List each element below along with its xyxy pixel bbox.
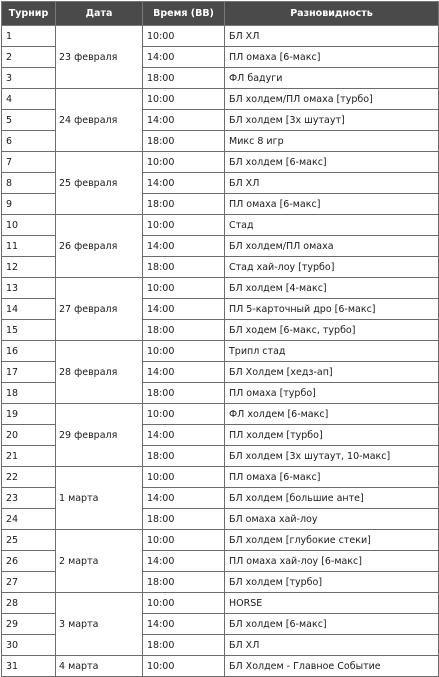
tournament-number-cell: 18: [2, 383, 56, 404]
table-row: [2, 89, 439, 110]
time-cell: 14:00: [143, 551, 225, 572]
time-cell: 10:00: [143, 593, 225, 614]
tournament-number-cell: 17: [2, 362, 56, 383]
tournament-number-cell: 15: [2, 320, 56, 341]
table-row: [2, 593, 439, 614]
tournament-number-cell: 20: [2, 425, 56, 446]
tournament-number-cell: 1: [2, 26, 56, 47]
time-cell: 10:00: [143, 215, 225, 236]
variant-cell: БЛ холдем [4-макс]: [225, 278, 439, 299]
time-cell: 10:00: [143, 467, 225, 488]
time-cell: 18:00: [143, 320, 225, 341]
header-date: Дата: [56, 2, 143, 26]
variant-cell: БЛ ХЛ: [225, 26, 439, 47]
tournament-number-cell: 8: [2, 173, 56, 194]
tournament-number-cell: 14: [2, 299, 56, 320]
time-cell: 18:00: [143, 257, 225, 278]
time-cell: 14:00: [143, 236, 225, 257]
variant-cell: БЛ холдем [6-макс]: [225, 614, 439, 635]
variant-cell: БЛ холдем [6-макс]: [225, 152, 439, 173]
variant-cell: ПЛ омаха [6-макс]: [225, 194, 439, 215]
table-body: [2, 26, 439, 677]
variant-cell: БЛ холдем [3х шутаут]: [225, 110, 439, 131]
table-row: [2, 530, 439, 551]
table-row: [2, 467, 439, 488]
tournament-number-cell: 11: [2, 236, 56, 257]
tournament-number-cell: 23: [2, 488, 56, 509]
variant-cell: БЛ ХЛ: [225, 173, 439, 194]
time-cell: 10:00: [143, 530, 225, 551]
tournament-number-cell: 4: [2, 89, 56, 110]
tournament-number-cell: 2: [2, 47, 56, 68]
variant-cell: ПЛ омаха [6-макс]: [225, 467, 439, 488]
variant-cell: Трипл стад: [225, 341, 439, 362]
time-cell: 18:00: [143, 194, 225, 215]
tournament-number-cell: 27: [2, 572, 56, 593]
table-row: [2, 656, 439, 677]
variant-cell: БЛ холдем [большие анте]: [225, 488, 439, 509]
time-cell: 14:00: [143, 47, 225, 68]
time-cell: 10:00: [143, 404, 225, 425]
time-cell: 10:00: [143, 152, 225, 173]
tournament-number-cell: 13: [2, 278, 56, 299]
tournament-number-cell: 7: [2, 152, 56, 173]
variant-cell: Стад хай-лоу [турбо]: [225, 257, 439, 278]
variant-cell: БЛ омаха хай-лоу: [225, 509, 439, 530]
variant-cell: Микс 8 игр: [225, 131, 439, 152]
tournament-number-cell: 19: [2, 404, 56, 425]
tournament-number-cell: 9: [2, 194, 56, 215]
time-cell: 18:00: [143, 509, 225, 530]
time-cell: 10:00: [143, 26, 225, 47]
tournament-number-cell: 6: [2, 131, 56, 152]
tournament-number-cell: 22: [2, 467, 56, 488]
tournament-number-cell: 3: [2, 68, 56, 89]
date-cell: 24 февраля: [56, 89, 143, 152]
time-cell: 14:00: [143, 488, 225, 509]
time-cell: 10:00: [143, 89, 225, 110]
tournament-number-cell: 29: [2, 614, 56, 635]
header-tournament: Турнир: [2, 2, 56, 26]
time-cell: 18:00: [143, 131, 225, 152]
tournament-number-cell: 31: [2, 656, 56, 677]
time-cell: 14:00: [143, 110, 225, 131]
date-cell: 29 февраля: [56, 404, 143, 467]
variant-cell: БЛ холдем/ПЛ омаха [турбо]: [225, 89, 439, 110]
variant-cell: HORSE: [225, 593, 439, 614]
time-cell: 18:00: [143, 446, 225, 467]
tournament-number-cell: 16: [2, 341, 56, 362]
date-cell: 23 февраля: [56, 26, 143, 89]
variant-cell: ПЛ омаха [турбо]: [225, 383, 439, 404]
table-header: [2, 2, 439, 26]
tournament-schedule-table: [1, 1, 439, 677]
header-time: Время (ВВ): [143, 2, 225, 26]
variant-cell: БЛ холдем/ПЛ омаха: [225, 236, 439, 257]
variant-cell: ФЛ бадуги: [225, 68, 439, 89]
table-row: [2, 152, 439, 173]
table-row: [2, 26, 439, 47]
variant-cell: ПЛ омаха хай-лоу [6-макс]: [225, 551, 439, 572]
time-cell: 14:00: [143, 362, 225, 383]
time-cell: 14:00: [143, 614, 225, 635]
date-cell: 1 марта: [56, 467, 143, 530]
date-cell: 26 февраля: [56, 215, 143, 278]
time-cell: 10:00: [143, 278, 225, 299]
variant-cell: БЛ Холдем [хедз-ап]: [225, 362, 439, 383]
header-row: [2, 2, 439, 26]
time-cell: 10:00: [143, 341, 225, 362]
variant-cell: БЛ холдем [3х шутаут, 10-макс]: [225, 446, 439, 467]
variant-cell: ПЛ холдем [турбо]: [225, 425, 439, 446]
time-cell: 14:00: [143, 173, 225, 194]
time-cell: 18:00: [143, 383, 225, 404]
table-row: [2, 341, 439, 362]
date-cell: 3 марта: [56, 593, 143, 656]
time-cell: 14:00: [143, 299, 225, 320]
date-cell: 27 февраля: [56, 278, 143, 341]
time-cell: 18:00: [143, 635, 225, 656]
variant-cell: БЛ холдем [глубокие стеки]: [225, 530, 439, 551]
variant-cell: БЛ ХЛ: [225, 635, 439, 656]
table-row: [2, 278, 439, 299]
tournament-number-cell: 5: [2, 110, 56, 131]
tournament-number-cell: 21: [2, 446, 56, 467]
tournament-number-cell: 10: [2, 215, 56, 236]
header-variant: Разновидность: [225, 2, 439, 26]
table-row: [2, 215, 439, 236]
variant-cell: БЛ Холдем - Главное Событие: [225, 656, 439, 677]
date-cell: 25 февраля: [56, 152, 143, 215]
time-cell: 18:00: [143, 68, 225, 89]
time-cell: 18:00: [143, 572, 225, 593]
time-cell: 14:00: [143, 425, 225, 446]
tournament-number-cell: 12: [2, 257, 56, 278]
tournament-number-cell: 28: [2, 593, 56, 614]
variant-cell: Стад: [225, 215, 439, 236]
table-row: [2, 404, 439, 425]
date-cell: 28 февраля: [56, 341, 143, 404]
tournament-number-cell: 25: [2, 530, 56, 551]
tournament-number-cell: 26: [2, 551, 56, 572]
tournament-number-cell: 24: [2, 509, 56, 530]
variant-cell: ПЛ 5-карточный дро [6-макс]: [225, 299, 439, 320]
date-cell: 4 марта: [56, 656, 143, 677]
variant-cell: ПЛ омаха [6-макс]: [225, 47, 439, 68]
variant-cell: ФЛ холдем [6-макс]: [225, 404, 439, 425]
date-cell: 2 марта: [56, 530, 143, 593]
time-cell: 10:00: [143, 656, 225, 677]
variant-cell: БЛ холдем [турбо]: [225, 572, 439, 593]
variant-cell: БЛ ходем [6-макс, турбо]: [225, 320, 439, 341]
tournament-number-cell: 30: [2, 635, 56, 656]
